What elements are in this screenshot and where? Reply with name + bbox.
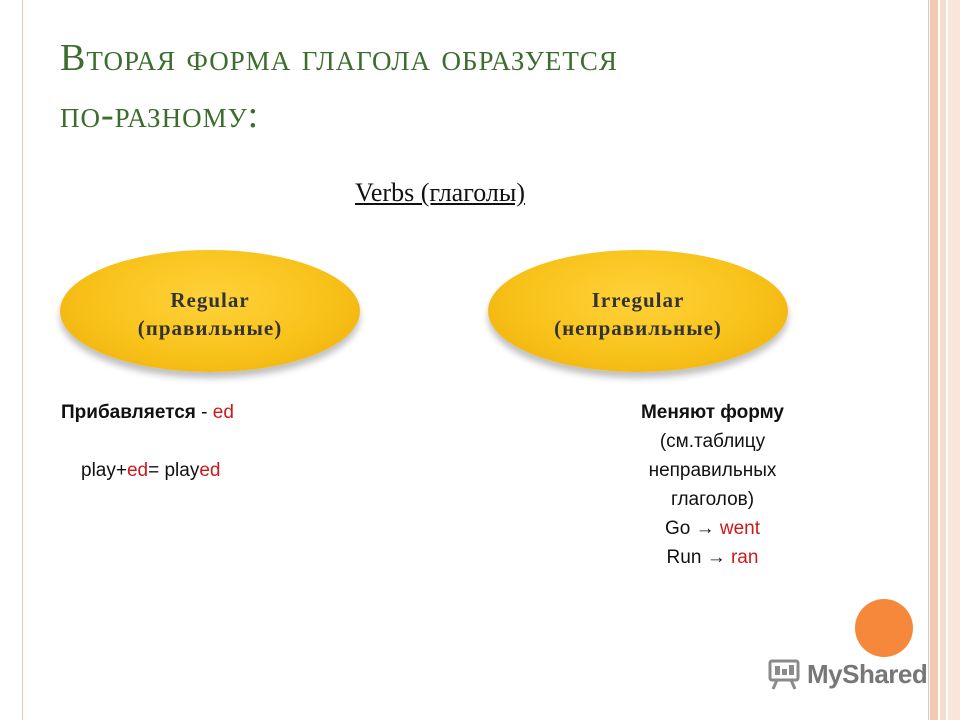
run-past: ran	[725, 547, 759, 568]
rule-separator: -	[195, 402, 213, 423]
irregular-line-2: (см.таблицу	[659, 431, 766, 452]
corner-circle	[855, 599, 913, 657]
example-suffix: ed	[126, 460, 149, 481]
rule-suffix: ed	[212, 402, 234, 423]
arrow-icon: →	[706, 547, 726, 568]
regular-example	[81, 456, 220, 485]
regular-label-ru: (правильные)	[137, 316, 283, 340]
irregular-label-ru: (неправильные)	[554, 316, 722, 340]
regular-ellipse	[60, 250, 360, 372]
go-past: went	[714, 518, 761, 539]
example-equals: = play	[148, 460, 200, 481]
regular-rule	[61, 398, 234, 427]
irregular-line-1: Меняют форму	[640, 402, 784, 423]
irregular-line-3: неправильных	[648, 460, 777, 481]
regular-label-en: Regular	[170, 288, 250, 312]
title-line-1: Вторая форма глагола образуется	[60, 37, 618, 79]
irregular-description	[600, 398, 825, 572]
example-suffix-result: ed	[199, 460, 221, 481]
watermark-text: MyShared	[807, 658, 928, 689]
verbs-heading: Verbs (глаголы)	[354, 178, 525, 207]
go-base: Go	[664, 518, 696, 539]
title-line-2: по-разному:	[60, 94, 260, 136]
irregular-example-run	[600, 543, 825, 572]
watermark-logo	[767, 654, 927, 694]
irregular-ellipse	[488, 250, 788, 372]
irregular-example-go	[600, 514, 825, 543]
decorative-stripe	[940, 0, 946, 720]
decorative-stripe	[930, 0, 938, 720]
irregular-line-4: глаголов)	[670, 489, 755, 510]
irregular-label-en: Irregular	[591, 288, 685, 312]
run-base: Run	[666, 547, 707, 568]
slide-title	[60, 30, 880, 144]
arrow-icon: →	[695, 518, 715, 539]
example-base: play+	[81, 460, 127, 481]
decorative-stripe	[948, 0, 960, 720]
presentation-board-icon	[767, 657, 801, 691]
rule-text: Прибавляется	[61, 402, 196, 423]
